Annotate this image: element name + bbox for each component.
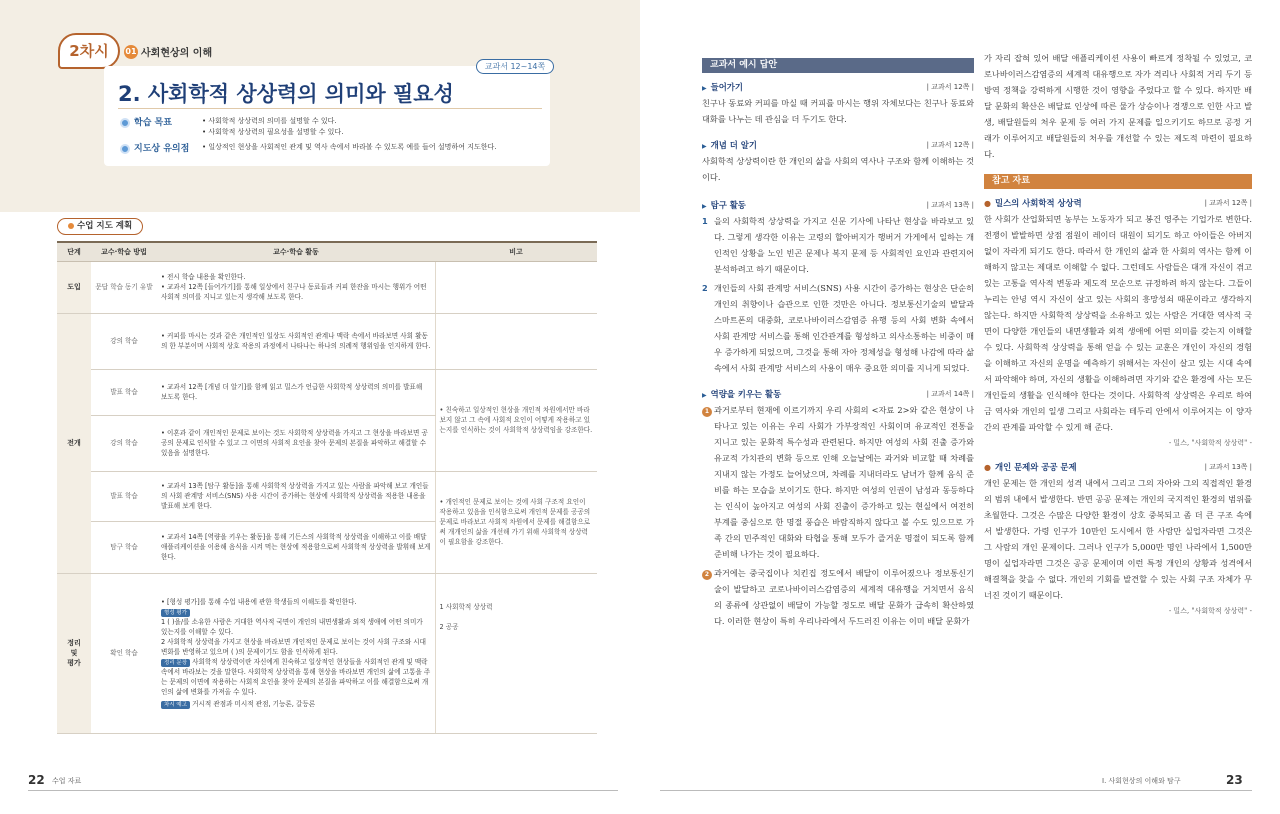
folio-rule bbox=[28, 790, 618, 791]
eval-question: 2 사회학적 상상력을 가지고 현상을 바라보면 개인적인 문제로 보이는 것이 사회 구조와 시대 변화를 반영하고 있으며 ( )의 문제이기도 함을 인식하게 된다. bbox=[161, 638, 427, 656]
concept-text: 사회학적 상상력이란 한 개인의 삶을 사회의 역사나 구조와 함께 이해하는 것이다. bbox=[702, 156, 974, 182]
dot-icon bbox=[68, 223, 74, 229]
ref1-head: ● 밀스의 사회학적 상상력 | 교과서 12쪽 | bbox=[984, 195, 1252, 211]
right-page bbox=[640, 0, 1280, 814]
stage-cell: 정리 및 평가 bbox=[57, 573, 91, 733]
competency-item-1: 1 과거로부터 현재에 이르기까지 우리 사회의 <자료 2>와 같은 현상이 나타나고 있는 이유는 우리 사회가 가부장적인 사회이며 유교적인 전통을 지니고 있는 문화적 특수성과 관련된다. 하지만 여성의 사회 진출 증가와 유교적 가치관의 변화 등으로 인해 오늘날에는 과거와 비교할 때 차례를 지내지 않는 가정도 늘어났으며, 차례를 지내더라도 남녀가 함께 음식 준비를 하는 모습을 보이기도 한다. 하지만 여성의 인권이 남성과 동등하다는 인식이 높아지고 여성의 사회 진출이 증가하고 있는 현실에서 여전히 부계를 중심으로 한 명절 풍습은 바람직하지 않다고 볼 수도 있으므로 가족 간의 민주적인 대화와 타협을 통해 모두가 즐거운 명절이 되도록 함께 준비해 나가는 것이 필요하다. bbox=[702, 402, 974, 562]
method-cell: 강의 학습 bbox=[91, 313, 157, 369]
note-cell: • 친숙하고 일상적인 현상을 개인적 차원에서만 바라보지 않고 그 속에 사회적 요인이 어떻게 작용하고 있는지를 인식하는 것이 사회학적 상상력임을 강조한다. bbox=[435, 369, 597, 471]
method-cell: 발표 학습 bbox=[91, 471, 157, 521]
guide-label: 지도상 유의점 bbox=[134, 144, 190, 154]
unit-number: 01 bbox=[124, 45, 138, 59]
competency-head: ▶ 역량을 키우는 활동 | 교과서 14쪽 | bbox=[702, 386, 974, 402]
answers-column bbox=[702, 58, 974, 632]
answer-item: 2 공공 bbox=[439, 622, 459, 631]
explore-item-2: 2 개인들의 사회 관계망 서비스(SNS) 사용 시간이 증가하는 현상은 단순히 개인의 취향이나 습관으로 인한 것만은 아니다. 정보통신기술의 발달과 스마트폰의 대중화, 코로나바이러스감염증 유행 등의 사회 변화 속에서 사회 관계망 서비스를 통해 인간관계를 형성하고 의사소통하는 비중이 매우 증가하게 되었으며, 그것을 통해 자아 정체성을 형성해 나감에 따라 삶 속에서 사회 관계망 서비스의 사용이 매우 중요한 의미를 지니게 되었다. bbox=[702, 283, 974, 373]
goal-item: • 사회학적 상상력의 필요성을 설명할 수 있다. bbox=[202, 128, 344, 136]
answers-box-head: 교과서 예시 답안 bbox=[702, 58, 974, 73]
note-cell: • 개인적인 문제로 보이는 것에 사회 구조적 요인이 작용하고 있음을 인식함으로써 개인적 문제를 공공의 문제로 바라보고 사회적 차원에서 문제를 해결함으로써 개개인의 삶을 개선해 가기 위해 사회학적 상상력이 필요함을 강조한다. bbox=[435, 471, 597, 573]
method-cell: 강의 학습 bbox=[91, 415, 157, 471]
stage-cell: 도입 bbox=[57, 261, 91, 313]
activity-cell: • 교과서 12쪽 [개념 더 알기]를 함께 읽고 밀스가 언급한 사회학적 상상력의 의미를 발표해 보도록 한다. bbox=[157, 369, 435, 415]
ref1-text: 한 사회가 산업화되면 농부는 노동자가 되고 봉건 영주는 기업가로 변한다. 전쟁이 발발하면 상점 점원이 레이더 대원이 되기도 하고 아이들은 아버지 없이 자라게 되기도 한다. 따라서 한 개인의 삶과 한 사회의 역사는 함께 이해하지 않고는 제대로 이해할 수 없다. 그런데도 사람들은 대개 자신이 겪고 있는 고통을 역사적 변동과 제도적 모순으로 규정하려 하지 않는다. 그들이 누리는 안녕 역시 자신이 살고 있는 사회의 흥망성쇠 때문이라고 생각하지 않는다. 하지만 사회학적 상상력을 소유하고 있는 사람은 거대한 역사적 국면이 다양한 개인들의 내면생활과 외적 생애에 어떤 의미를 갖는지 이해할 수 있다. 사회학적 상상력을 통해 얻을 수 있는 교훈은 개인이 자신의 경험을 이해하고 자신의 운명을 예측하기 위해서는 자신이 살고 있는 시대 속에서 파악해야 하며, 자신의 생활을 이해하려면 자기와 같은 환경에 사는 모든 개인들의 생활을 인식해야 한다는 것이다. 사회학적 상상력은 우리로 하여금 역사와 개인의 일생 그리고 사회라는 테두리 안에서 이루어지는 이 양자 간의 관계를 파악할 수 있게 해 준다. bbox=[984, 214, 1252, 432]
plan-title-tag: 수업 지도 계획 bbox=[57, 218, 143, 235]
method-cell: 탐구 학습 bbox=[91, 521, 157, 573]
method-cell: 발표 학습 bbox=[91, 369, 157, 415]
folio-rule-right bbox=[660, 790, 1252, 791]
note-cell bbox=[435, 261, 597, 313]
th-note: 비고 bbox=[435, 242, 597, 261]
table-row bbox=[57, 313, 597, 369]
activity-cell: • 전시 학습 내용을 확인한다. • 교과서 12쪽 [들어가기]를 통해 일상에서 친구나 동료들과 커피 한잔을 마시는 행위가 어떤 사회적 의미를 지니고 있는지 생각해 보도록 한다. bbox=[157, 261, 435, 313]
goal-item: • 사회학적 상상력의 의미를 설명할 수 있다. bbox=[202, 117, 337, 125]
activity-cell: • 교과서 14쪽 [역량을 키우는 활동]을 통해 기든스의 사회학적 상상력을 이해하고 이를 배달 애플리케이션을 이용해 음식을 시켜 먹는 현상에 적용함으로써 사회학적 상상력을 발휘해 보게 한다. bbox=[157, 521, 435, 573]
formative-eval-tag: 형성 평가 bbox=[161, 609, 190, 617]
folio-label: 수업 자료 bbox=[52, 777, 82, 785]
summary-tag: 정리 문장 bbox=[161, 659, 190, 667]
folio-number: 22 bbox=[28, 773, 45, 787]
activity-cell: • 이혼과 같이 개인적인 문제로 보이는 것도 사회학적 상상력을 가지고 그 현상을 바라보면 공공의 문제로 인식할 수 있고 그 이면의 사회적 요인을 찾아 문제의 본질을 파악하고 해결할 수 있음을 설명한다. bbox=[157, 415, 435, 471]
th-method: 교수·학습 방법 bbox=[91, 242, 157, 261]
reference-column bbox=[984, 50, 1252, 627]
preview-tag: 차시 예고 bbox=[161, 701, 190, 709]
learning-goals bbox=[120, 115, 540, 139]
goals-text bbox=[202, 116, 562, 138]
preview-text: 거시적 관점과 미시적 관점, 기능론, 갈등론 bbox=[192, 700, 316, 708]
goal-bullet-icon bbox=[120, 118, 130, 128]
ref2-head: ● 개인 문제와 공공 문제 | 교과서 13쪽 | bbox=[984, 459, 1252, 475]
folio-label-right: I. 사회현상의 이해와 탐구 bbox=[1102, 777, 1181, 785]
th-stage: 단계 bbox=[57, 242, 91, 261]
goals-label: 학습 목표 bbox=[134, 118, 172, 128]
eval-question: 1 ( )을/를 소유한 사람은 거대한 역사적 국면이 개인의 내면생활과 외적 생애에 어떤 의미가 있는지를 이해할 수 있다. bbox=[161, 618, 423, 636]
folio-number-right: 23 bbox=[1226, 773, 1243, 787]
explore-item-1: 1 을의 사회학적 상상력을 가지고 신문 기사에 나타난 현상을 바라보고 있다. 그렇게 생각한 이유는 고령의 할아버지가 행버거 가게에서 일하는 개인적인 상황을 노인 빈곤 문제나 복지 문제 등 사회적인 요인과 관련지어 분석하려고 하기 때문이다. bbox=[702, 216, 974, 274]
table-row bbox=[57, 369, 597, 415]
note-cell bbox=[435, 313, 597, 369]
section-title: 2. 사회학적 상상력의 의미와 필요성 bbox=[118, 82, 454, 106]
method-cell: 확인 학습 bbox=[91, 573, 157, 733]
answer-item: 1 사회학적 상상력 bbox=[439, 602, 493, 611]
ref2-cite: - 밀스, "사회학적 상상력" - bbox=[1168, 607, 1252, 615]
eval-intro: • [형성 평가]를 통해 수업 내용에 관한 학생들의 이해도를 확인한다. bbox=[161, 598, 357, 606]
table-row bbox=[57, 261, 597, 313]
note-cell bbox=[435, 573, 597, 733]
th-activity: 교수·학습 활동 bbox=[157, 242, 435, 261]
unit-title: 사회현상의 이해 bbox=[141, 48, 213, 59]
lesson-plan-table bbox=[57, 241, 597, 734]
guide-text: • 일상적인 현상을 사회적인 관계 및 역사 속에서 바라볼 수 있도록 예를 들어 설명하여 지도한다. bbox=[202, 143, 497, 151]
activity-cell bbox=[157, 573, 435, 733]
guide-bullet-icon bbox=[120, 144, 130, 154]
reference-box-head: 참고 자료 bbox=[984, 174, 1252, 189]
table-row bbox=[57, 573, 597, 733]
lesson-badge: 2차시 bbox=[58, 33, 120, 69]
ref2-text: 개인 문제는 한 개인의 성격 내에서 그리고 그의 자아와 그의 직접적인 환경의 범위 내에서 발생한다. 반면 공공 문제는 개인의 국지적인 환경의 범위를 초월한다. 그것은 수많은 다양한 환경이 상호 중복되고 좀 더 큰 구조 속에서 발생한다. 가령 인구가 10만인 도시에서 한 사람만 실업자라면 그것은 그 사람의 개인 문제이다. 그러나 인구가 5,000만 명인 나라에서 1,500만 명이 실업자라면 그것은 공공 문제이며 이런 특정 개인의 상황과 성격에서 해결책을 찾을 수 없다. 개인의 기회를 발견할 수 있는 사회 구조 자체가 무너진 것이기 때문이다. bbox=[984, 478, 1252, 600]
intro-head: ▶ 들어가기 | 교과서 12쪽 | bbox=[702, 79, 974, 95]
ref1-cite: - 밀스, "사회학적 상상력" - bbox=[1168, 439, 1252, 447]
method-cell: 문답 학습 동기 유발 bbox=[91, 261, 157, 313]
activity-cell: • 커피를 마시는 것과 같은 개인적인 일상도 사회적인 관계나 맥락 속에서 바라보면 사회 활동의 한 부분이며 사회적 상호 작용의 과정에서 나타나는 하나의 의례적 행위임을 인지하게 한다. bbox=[157, 313, 435, 369]
textbook-pages-tag: 교과서 12~14쪽 bbox=[476, 59, 554, 74]
concept-head: ▶ 개념 더 알기 | 교과서 12쪽 | bbox=[702, 137, 974, 153]
title-rule bbox=[118, 108, 542, 109]
explore-head: ▶ 탐구 활동 | 교과서 13쪽 | bbox=[702, 197, 974, 213]
competency-item-2: 2 과거에는 중국집이나 치킨집 정도에서 배달이 이루어졌으나 정보통신기술이 발달하고 코로나바이러스감염증의 세계적 대유행을 거치면서 음식의 종류에 상관없이 배달이 가능할 정도로 배달 문화가 급속히 확산하였다. 이러한 현상이 특히 우리나라에서 두드러진 이유는 이미 배달 문화가 bbox=[702, 565, 974, 629]
stage-cell: 전개 bbox=[57, 313, 91, 573]
col2-continuation: 가 자리 잡혀 있어 배달 애플리케이션 사용이 빠르게 정착될 수 있었고, 코로나바이러스감염증의 세계적 대유행으로 자가 격리나 사회적 거리 두기 등 방역 정책을 강력하게 시행한 것이 영향을 주었다고 할 수 있다. 하지만 배달 문화의 확산은 배달료 인상에 따른 물가 상승이나 경쟁으로 인한 사고 발생, 배달원들의 처우 문제 등 여러 가지 문제를 일으키기도 하므로 공정 거래가 이루어지고 배달원들의 처우를 개선할 수 있는 제도적 마련이 필요하다. bbox=[984, 53, 1252, 159]
intro-text: 친구나 동료와 커피를 마실 때 커피를 마시는 행위 자체보다는 친구나 동료와 대화를 나누는 데 관심을 더 두기도 한다. bbox=[702, 98, 974, 124]
table-row bbox=[57, 471, 597, 521]
guide-notes bbox=[120, 141, 540, 155]
activity-cell: • 교과서 13쪽 [탐구 활동]을 통해 사회학적 상상력을 가지고 있는 사람을 파악해 보고 개인들의 사회 관계망 서비스(SNS) 사용 시간이 증가하는 현상에 사회학적 상상력을 적용한 내용을 발표해 보게 한다. bbox=[157, 471, 435, 521]
summary-text: 사회학적 상상력이란 자신에게 친숙하고 일상적인 현상들을 사회적인 관계 및 맥락 속에서 바라보는 것을 말한다. 사회학적 상상력을 통해 현상을 바라보면 개인의 삶에 고통을 주는 문제의 이면에 작용하는 사회적 요인을 찾아 문제의 본질을 파악하고 이를 해결함으로써 개인의 삶에 변화를 가져올 수 있다. bbox=[161, 658, 431, 696]
